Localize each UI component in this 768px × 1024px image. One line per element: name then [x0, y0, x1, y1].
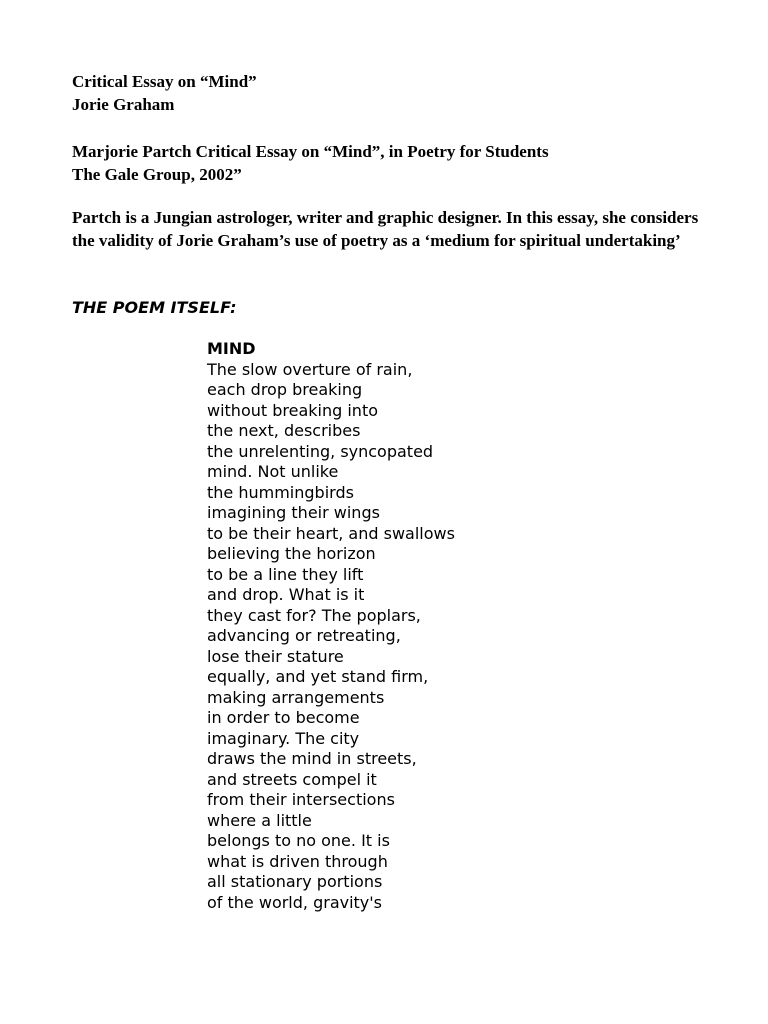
poem-line: the unrelenting, syncopated — [207, 441, 434, 461]
poem-line: the next, describes — [207, 421, 361, 440]
poem-line: belongs to no one. It is — [207, 831, 390, 850]
poem-line: from their intersections — [207, 790, 395, 809]
poem-lines — [207, 360, 647, 914]
poem-title: MIND — [207, 339, 256, 358]
poem-line: believing the horizon — [207, 544, 376, 563]
poem-line: and streets compel it — [207, 769, 377, 789]
poem-line: advancing or retreating, — [207, 626, 401, 645]
poem-line: imagining their wings — [207, 503, 380, 522]
poem-line: each drop breaking — [207, 380, 363, 399]
poem-line: to be their heart, and swallows — [207, 523, 455, 543]
essay-title: Critical Essay on “Mind” — [72, 72, 257, 91]
poem-line: to be a line they lift — [207, 564, 364, 584]
poem-line: lose their stature — [207, 646, 344, 666]
title-block — [72, 70, 712, 116]
poem-line: making arrangements — [207, 687, 385, 707]
poem-line: The slow overture of rain, — [207, 359, 413, 379]
section-heading: THE POEM ITSELF: — [72, 298, 237, 317]
poem-line: of the world, gravity's — [207, 892, 383, 912]
poem-line: imaginary. The city — [207, 728, 360, 748]
poem-line: the hummingbirds — [207, 482, 354, 502]
poem-author: Jorie Graham — [72, 95, 175, 114]
poem-line: in order to become — [207, 708, 360, 727]
poem-line: without breaking into — [207, 400, 379, 420]
poem-line: mind. Not unlike — [207, 462, 339, 481]
source-citation — [72, 140, 712, 186]
poem-line: equally, and yet stand firm, — [207, 667, 429, 686]
citation-line-2: The Gale Group, 2002” — [72, 165, 242, 184]
poem-line: and drop. What is it — [207, 585, 365, 604]
poem-line: draws the mind in streets, — [207, 749, 417, 768]
intro-paragraph — [72, 206, 712, 252]
poem-line: where a little — [207, 810, 312, 830]
intro-text: Partch is a Jungian astrologer, writer and graphic designer. In this essay, she considers the validity of Jorie Graham’s use of poetry as a ‘medium for spiritual undertaking’ — [72, 208, 699, 250]
poem-line: they cast for? The poplars, — [207, 605, 421, 625]
poem-line: what is driven through — [207, 851, 388, 871]
citation-line-1: Marjorie Partch Critical Essay on “Mind”, in Poetry for Students — [72, 142, 549, 161]
poem-line: all stationary portions — [207, 872, 383, 891]
poem-block — [207, 339, 647, 913]
